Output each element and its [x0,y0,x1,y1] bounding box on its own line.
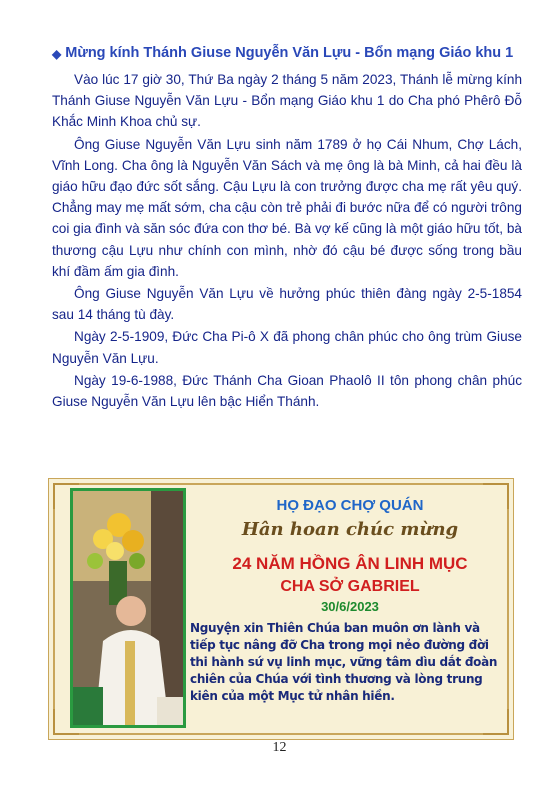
anniversary-title: 24 NĂM HỒNG ÂN LINH MỤC [232,554,468,573]
paragraph: Ngày 19-6-1988, Đức Thánh Cha Gioan Phaolô II tôn phong chân phúc Giuse Nguyễn Văn Lựu lên bậc Hiển Thánh. [52,372,522,410]
ornament-corner [483,709,509,735]
section-heading [52,44,522,63]
anniversary-date: 30/6/2023 [321,599,379,614]
paragraph: Ông Giuse Nguyễn Văn Lựu về hưởng phúc thiên đàng ngày 2-5-1854 sau 14 tháng tù đày. [52,286,522,323]
paragraph: Vào lúc 17 giờ 30, Thứ Ba ngày 2 tháng 5 năm 2023, Thánh lễ mừng kính Thánh Giuse Nguyễn Văn Lựu - Bổn mạng Giáo khu 1 do Cha phó Phêrô Đỗ Khắc Minh Khoa chủ sự. [52,72,522,130]
paragraph: Ngày 2-5-1909, Đức Cha Pi-ô X đã phong chân phúc cho ông trùm Giuse Nguyễn Văn Lựu. [52,329,522,366]
parish-title: HỌ ĐẠO CHỢ QUÁN [276,497,424,514]
paragraph: Ông Giuse Nguyễn Văn Lựu sinh năm 1789 ở họ Cái Nhum, Chợ Lách, Vĩnh Long. Cha ông là Nguyễn Văn Sách và mẹ ông là bà Minh, cả hai đều là giáo hữu đạo đức sốt sắng. Cậu Lựu là con trưởng được cha mẹ rất yêu quý. Chẳng may mẹ mất sớm, cha cậu còn trẻ phải đi bước nữa để có người trông coi gia đình và săn sóc đứa con thơ bé. Bà vợ kế cũng là một giáo hữu tốt, bà thương cậu Lựu như chính con mình, nhờ đó cậu bé được sống trong bầu khí đầm ấm gia đình. [52,136,522,279]
priest-name: CHA SỞ GABRIEL [280,578,420,595]
section-heading-text: Mừng kính Thánh Giuse Nguyễn Văn Lựu - Bổn mạng Giáo khu 1 [65,45,514,61]
priest-photo-illustration [73,491,183,725]
greeting-script: Hân hoan chúc mừng [241,519,459,540]
page-number: 12 [272,740,287,755]
wish-text: Nguyện xin Thiên Chúa ban muôn ơn lành và tiếp tục nâng đỡ Cha trong mọi nẻo đường đời thi hành sứ vụ linh mục, vững tâm dìu dắt đoàn chiên của Chúa với tình thương và lòng trung kiên của một Mục tử nhân hiền. [190,621,498,703]
diamond-bullet-icon: ◆ [52,47,62,61]
article [52,44,522,412]
priest-photo [70,488,186,728]
